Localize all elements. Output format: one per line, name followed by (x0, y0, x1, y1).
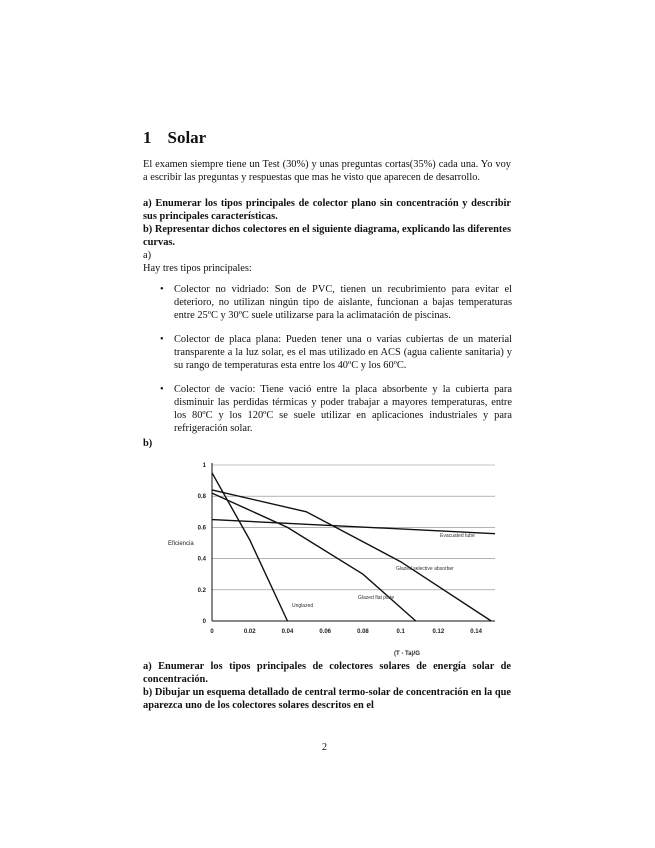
answer-a-label: a) (143, 250, 152, 261)
page-number: 2 (322, 742, 327, 753)
series-line (212, 473, 287, 621)
x-tick-label: 0.14 (470, 629, 482, 635)
chart-ylabel: Eficiencia (168, 541, 194, 547)
intro-paragraph: El examen siempre tiene un Test (30%) y unas preguntas cortas(35%) cada una. Yo voy a escribir las preguntas y respuestas que mas he visto que aparecen de desarrollo. (143, 159, 511, 183)
y-tick-label: 0 (202, 619, 206, 625)
x-tick-label: 0.06 (319, 629, 332, 635)
x-tick-label: 0.12 (432, 629, 445, 635)
annotation-evacuated: Evacuated tube (440, 533, 475, 539)
series-line (212, 520, 495, 534)
section-number: 1 (143, 128, 152, 147)
chart-xlabel: (T - Ta)/G (394, 651, 420, 657)
chart-series (212, 473, 495, 621)
y-tick-label: 0.2 (197, 587, 206, 594)
x-tick-label: 0.04 (281, 629, 294, 635)
question-a: a) Enumerar los tipos principales de colector plano sin concentración y describir sus principales características. (143, 198, 511, 222)
answer-b-label: b) (143, 438, 153, 449)
answer-a-intro: Hay tres tipos principales: (143, 263, 252, 274)
bullet-icon: • (160, 284, 164, 295)
question-b: b) Representar dichos colectores en el siguiente diagrama, explicando las diferentes curvas. (143, 224, 511, 248)
bullet-text: Colector de placa plana: Pueden tener una o varias cubiertas de un material transparente a la luz solar, es el mas utilizado en ACS (agua caliente sanitaria) y su rango de temperaturas esta entre los 40ºC y los 60ºC. (174, 334, 512, 371)
y-tick-label: 1 (202, 463, 206, 469)
chart-grid (212, 465, 495, 621)
efficiency-chart (150, 455, 510, 660)
bullet-icon: • (160, 384, 164, 395)
series-line (212, 490, 491, 621)
x-tick-label: 0 (210, 629, 214, 635)
section-heading (143, 128, 206, 148)
question-a2: a) Enumerar los tipos principales de colectores solares de energía solar de concentración. (143, 661, 511, 685)
annotation-glazed-flat: Glazed flat plate (358, 595, 395, 601)
list-item (160, 333, 512, 372)
chart-axes (212, 463, 495, 621)
x-tick-label: 0.08 (357, 629, 369, 635)
question-b2: b) Dibujar un esquema detallado de central termo-solar de concentración en la que aparezca uno de los colectores solares descritos en el (143, 687, 511, 711)
annotation-glazed-selective: Glazed selective absorber (396, 566, 454, 572)
section-title: Solar (167, 128, 207, 147)
bullet-text: Colector no vidriado: Son de PVC, tienen un recubrimiento para evitar el deterioro, no utilizan ningún tipo de aislante, funcionan a bajas temperaturas entre 25ºC y 30ºC suele utilizarse para la aclimatación de piscinas. (174, 284, 512, 321)
y-tick-label: 0.6 (197, 525, 206, 532)
collector-list (160, 283, 512, 446)
y-tick-label: 0.4 (197, 556, 206, 563)
x-tick-label: 0.02 (243, 629, 256, 635)
series-line (212, 493, 416, 621)
list-item (160, 383, 512, 435)
list-item (160, 283, 512, 322)
annotation-unglazed: Unglazed (292, 603, 314, 609)
bullet-text: Colector de vacío: Tiene vació entre la placa absorbente y la cubierta para disminuir las perdidas térmicas y poder trabajar a mayores temperaturas, entre los 80ºC y los 120ºC se suele utilizar en aplicaciones industriales y para refrigeración solar. (174, 384, 512, 434)
x-tick-label: 0.1 (396, 629, 405, 635)
bullet-icon: • (160, 334, 164, 345)
y-tick-label: 0.8 (197, 494, 206, 501)
chart-ticks (198, 463, 483, 635)
